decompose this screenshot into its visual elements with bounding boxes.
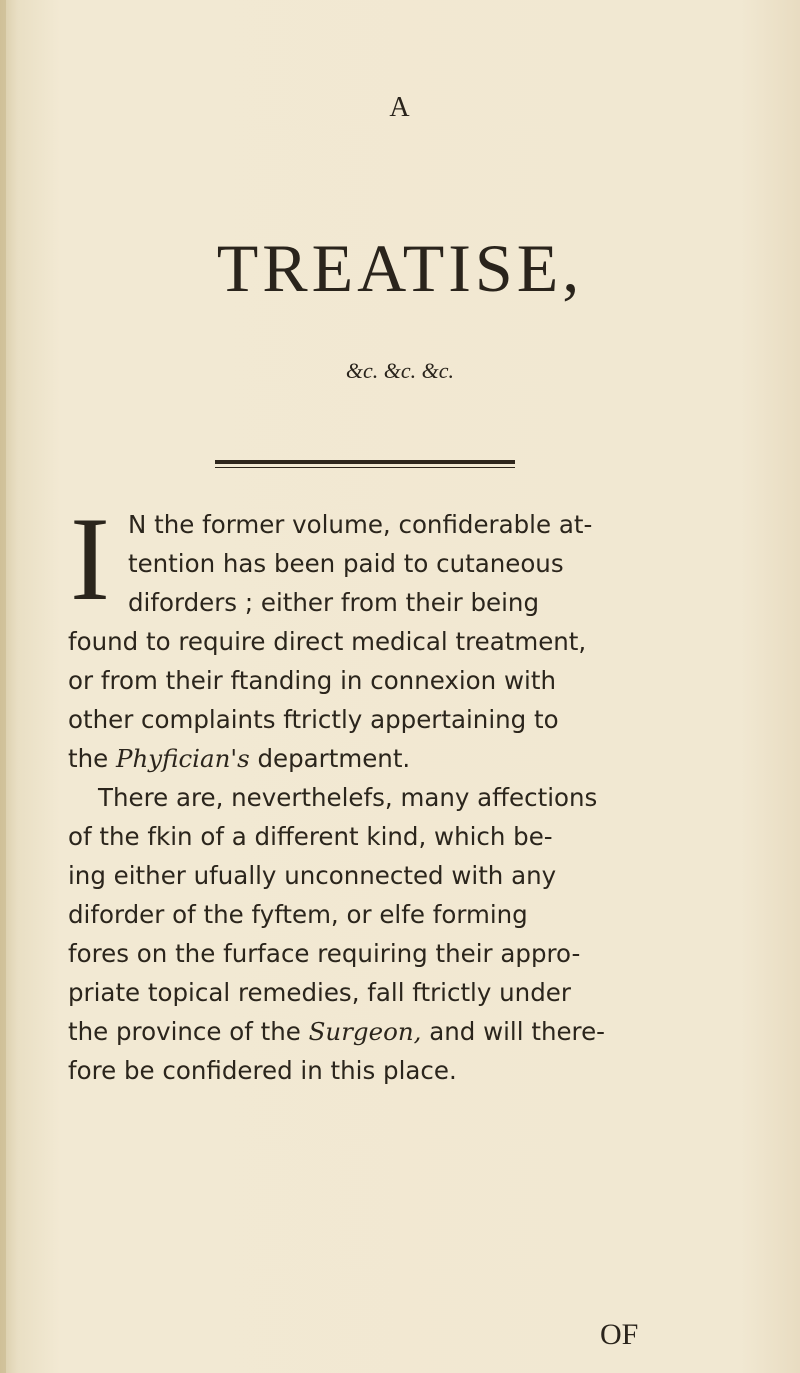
- catchword: OF: [600, 1318, 639, 1351]
- text-line: other complaints ftrictly appertaining to: [68, 705, 559, 734]
- section-rule: [215, 460, 515, 464]
- text-fragment: the province of the: [68, 1017, 309, 1046]
- heading-title: TREATISE,: [216, 230, 584, 306]
- text-fragment: the: [68, 744, 116, 773]
- paragraph-2: [68, 778, 662, 1090]
- text-fragment: department.: [249, 744, 411, 773]
- text-line: [68, 739, 662, 778]
- italic-term: Surgeon,: [308, 1017, 422, 1046]
- page-edge: [0, 0, 6, 1373]
- text-line: or from their ftanding in connexion with: [68, 666, 556, 695]
- text-line: fore be confidered in this place.: [68, 1056, 457, 1085]
- body-text: [68, 492, 662, 1090]
- text-line: tention has been paid to cutaneous: [127, 549, 564, 578]
- text-line: diforders ; either from their being: [127, 588, 540, 617]
- text-line: priate topical remedies, fall ftrictly under: [68, 978, 571, 1007]
- text-line: ing either ufually unconnected with any: [68, 861, 557, 890]
- section-rule-thin: [215, 467, 515, 468]
- paragraph-1: [68, 492, 662, 778]
- text-line: There are, neverthelefs, many affections: [98, 783, 598, 812]
- heading-etc: &c. &c. &c.: [345, 358, 455, 383]
- text-line: of the fkin of a different kind, which be-: [68, 822, 553, 851]
- text-line: found to require direct medical treatment,: [68, 627, 587, 656]
- text-line: diforder of the fyftem, or elfe forming: [68, 900, 528, 929]
- heading-article: A: [389, 92, 411, 123]
- italic-term: Phyfician's: [116, 744, 250, 773]
- text-line: N the former volume, confiderable at-: [127, 510, 593, 539]
- text-line: fores on the furface requiring their appro-: [68, 939, 581, 968]
- text-line: [68, 1012, 662, 1051]
- text-fragment: and will there-: [421, 1017, 605, 1046]
- drop-cap: I: [70, 492, 110, 625]
